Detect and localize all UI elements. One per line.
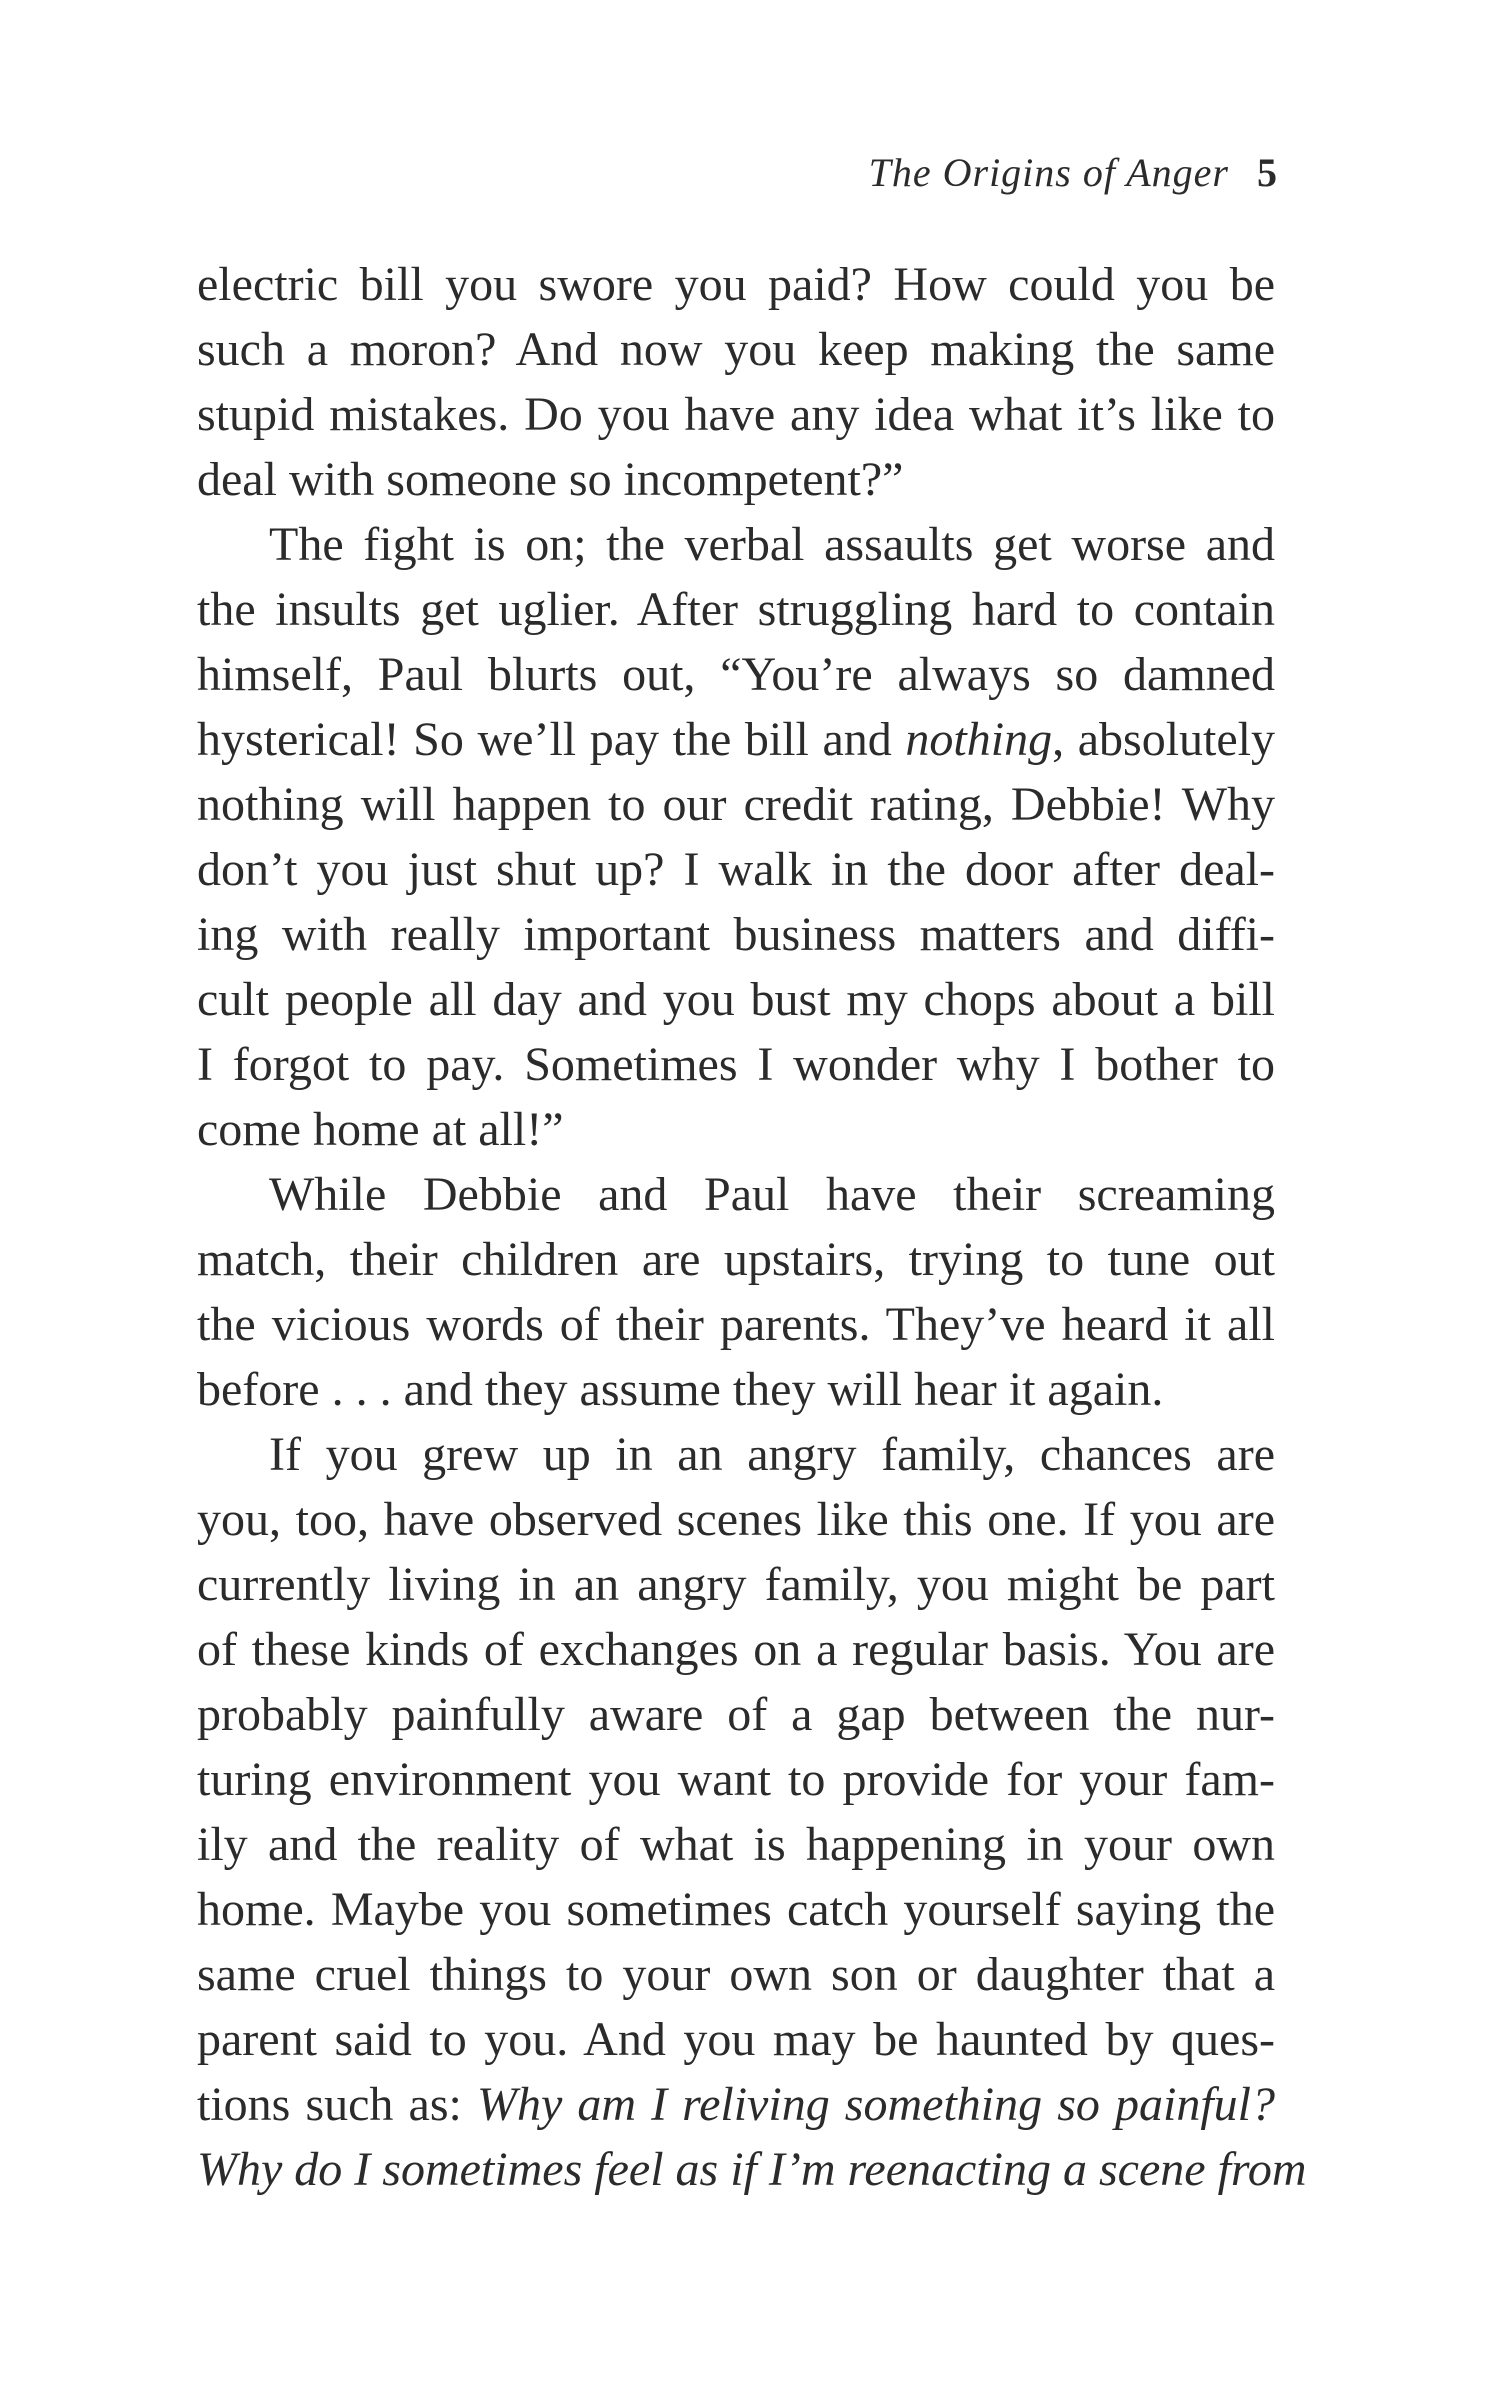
text-line: probably painfully aware of a gap between the nur- — [197, 1688, 1275, 1741]
text-segment: hysterical! So we’ll pay the bill and — [197, 713, 906, 766]
emphasis-text: nothing — [905, 713, 1053, 766]
text-line: deal with someone so incompetent?” — [197, 453, 904, 506]
text-line: While Debbie and Paul have their screaming — [269, 1168, 1275, 1221]
text-line: himself, Paul blurts out, “You’re always so damned — [197, 648, 1275, 701]
text-line: such a moron? And now you keep making the same — [197, 323, 1275, 376]
text-line: don’t you just shut up? I walk in the door after deal- — [197, 843, 1275, 896]
text-line: electric bill you swore you paid? How could you be — [197, 258, 1275, 311]
text-line: you, too, have observed scenes like this one. If you are — [197, 1493, 1275, 1546]
running-head — [869, 145, 1277, 201]
text-line: ing with really important business matters and diffi- — [197, 908, 1275, 961]
text-line: I forgot to pay. Sometimes I wonder why I bother to — [197, 1038, 1275, 1091]
page-number: 5 — [1257, 150, 1277, 195]
text-line: before . . . and they assume they will hear it again. — [197, 1363, 1164, 1416]
text-line: turing environment you want to provide for your fam- — [197, 1753, 1275, 1806]
text-line: Why do I sometimes feel as if I’m reenacting a scene from — [197, 2143, 1307, 2196]
text-line: match, their children are upstairs, trying to tune out — [197, 1233, 1275, 1286]
text-line: If you grew up in an angry family, chances are — [269, 1428, 1275, 1481]
text-line: The fight is on; the verbal assaults get worse and — [269, 518, 1275, 571]
text-line: currently living in an angry family, you might be part — [197, 1558, 1275, 1611]
text-line: nothing will happen to our credit rating, Debbie! Why — [197, 778, 1275, 831]
text-line: same cruel things to your own son or daughter that a — [197, 1948, 1275, 2001]
text-line: the insults get uglier. After struggling hard to contain — [197, 583, 1275, 636]
text-segment: , absolutely — [1052, 713, 1275, 766]
text-line — [197, 2072, 1275, 2137]
text-line: the vicious words of their parents. They’ve heard it all — [197, 1298, 1275, 1351]
text-line: cult people all day and you bust my chops about a bill — [197, 973, 1275, 1026]
text-line: ily and the reality of what is happening in your own — [197, 1818, 1275, 1871]
text-line: stupid mistakes. Do you have any idea what it’s like to — [197, 388, 1275, 441]
text-line: of these kinds of exchanges on a regular basis. You are — [197, 1623, 1275, 1676]
emphasis-text: Why am I reliving something so painful? — [476, 2078, 1275, 2131]
text-line: home. Maybe you sometimes catch yourself saying the — [197, 1883, 1275, 1936]
text-line: come home at all!” — [197, 1103, 564, 1156]
text-line: parent said to you. And you may be haunted by ques- — [197, 2013, 1275, 2066]
text-segment: tions such as: — [197, 2078, 477, 2131]
body-text — [197, 252, 1307, 2202]
text-line — [197, 707, 1275, 772]
running-head-title: The Origins of Anger — [868, 150, 1229, 195]
